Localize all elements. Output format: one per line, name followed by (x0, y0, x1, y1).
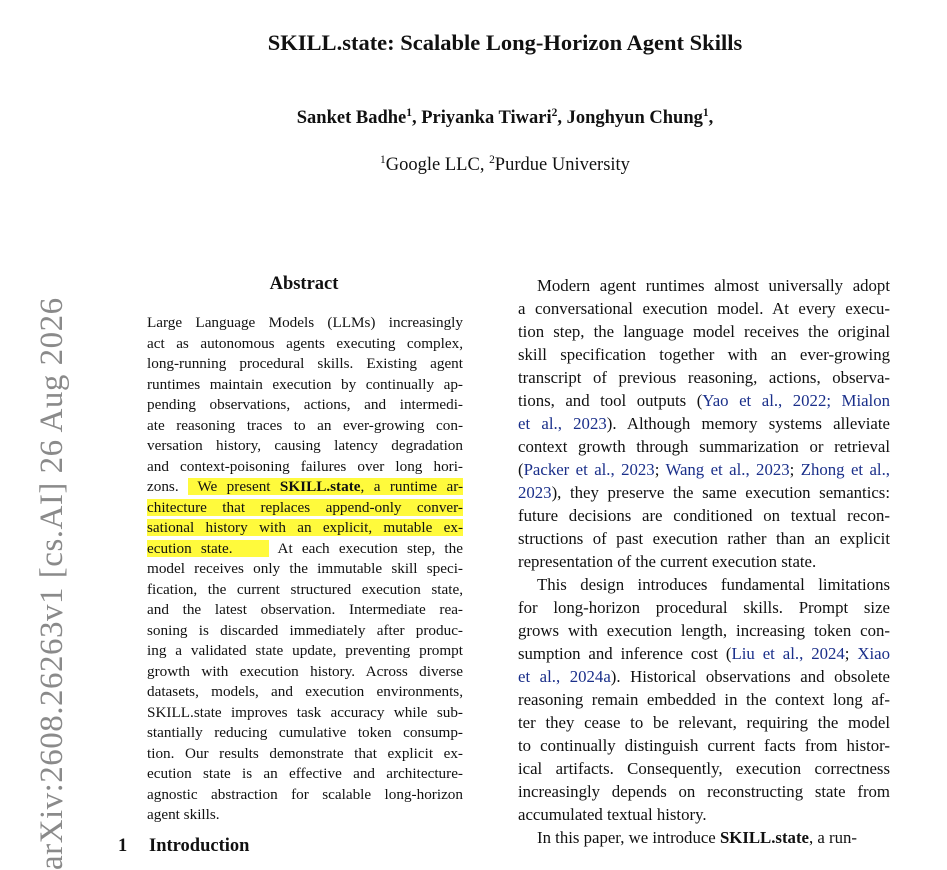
author-affiliation-mark: 1 (406, 106, 412, 119)
affiliation-list: $^1$Google LLC, $^2$Purdue University (380, 153, 630, 175)
highlighted-text: chitecture that replaces append-only conver- (147, 498, 463, 516)
author-name: Priyanka Tiwari (421, 108, 552, 128)
citation-link[interactable]: Xiao (857, 644, 891, 663)
author-name: Sanket Badhe (296, 108, 407, 128)
author-list: Sanket Badhe$^1$, Priyanka Tiwari$^2$, Jonghyun Chung$^1$, (296, 106, 714, 128)
citation-link[interactable]: Wang et al., 2023 (665, 460, 790, 479)
section-heading: 1 Introduction (118, 836, 250, 856)
right-column-text: Modern agent runtimes almost universally adopt a conversational execution model. At every execu- tion step, the language model receives the original skill specification together with an ever-growing transcript of previous reasoning, actions, observa- tions, and tool outputs (Yao et al., 2022; Mialon et al., 2023). Although memory systems alleviate context growth through summarization or retrieval (Packer et al., 2023; Wang et al., 2023; Zhong et al., 2023), they preserve the same execution semantics: future decisions are conditioned on textual recon- structions of past execution rather than an explicit representation of the current execution state. This design introduces fundamental limitations for long-horizon procedural skills. Prompt size grows with execution length, increasing token con- sumption and inference cost (Liu et al., 2024; Xiao et al., 2024a). Historical observations and obsolete reasoning remain embedded in the context long af- ter they cease to be relevant, requiring the model to continually distinguish current facts from histor- ical artifacts. Consequently, execution correctness increasingly depends on reconstructing state from accumulated textual history. In this paper, we introduce SKILL.state, a run- (518, 276, 891, 847)
citation-link[interactable]: Liu et al., 2024 (731, 644, 845, 663)
arxiv-stamp: arXiv:2608.26263v1 [cs.AI] 26 Aug 2026 (34, 297, 70, 870)
citation-link[interactable]: et al., 2023 (518, 414, 607, 433)
author-affiliation-mark: 2 (551, 106, 558, 119)
citation-link[interactable]: Packer et al., 2023 (523, 460, 655, 479)
author-affiliation-mark: 1 (702, 106, 709, 119)
author-name: Jonghyun Chung (566, 108, 703, 128)
highlighted-text: sational history with an explicit, mutable ex- (147, 519, 463, 536)
affiliation: Google LLC (385, 155, 480, 175)
highlighted-text: We present SKILL.state, a runtime ar- (188, 478, 463, 495)
abstract-heading: Abstract (269, 274, 339, 294)
citation-link[interactable]: 2023 (518, 483, 552, 502)
paper-title: SKILL.state: Scalable Long-Horizon Agent Skills (267, 30, 743, 55)
citation-link[interactable]: et al., 2024a (518, 667, 611, 686)
citation-link[interactable]: Zhong et al., (800, 460, 890, 479)
citation-link[interactable]: Yao et al., 2022; Mialon (702, 391, 890, 410)
abstract-body: Large Language Models (LLMs) increasingly act as autonomous agents executing complex, long-running procedural skills. Existing agent runtimes maintain execution by continually ap- pending observations, actions, and intermedi- ate reasoning traces to an ever-growing con- versation history, causing latency degradation and context-poisoning failures over long hori- zons. We present SKILL.state, a runtime ar- chitecture that replaces append-only conver- sational history with an explicit, mutable ex- ecution state. At each execution step, the model receives only the immutable skill speci- fication, the current structured execution state, and the latest observation. Intermediate rea- soning is discarded immediately after produc- ing a validated state update, preventing prompt growth with execution history. Across diverse datasets, models, and execution environments, SKILL.state improves task accuracy while sub- stantially reducing cumulative token consump- tion. Our results demonstrate that explicit ex- ecution state is an effective and architecture- agnostic abstraction for scalable long-horizon agent skills. (147, 314, 464, 823)
affiliation: Purdue University (494, 155, 630, 175)
highlighted-text: ecution state. (147, 540, 269, 557)
